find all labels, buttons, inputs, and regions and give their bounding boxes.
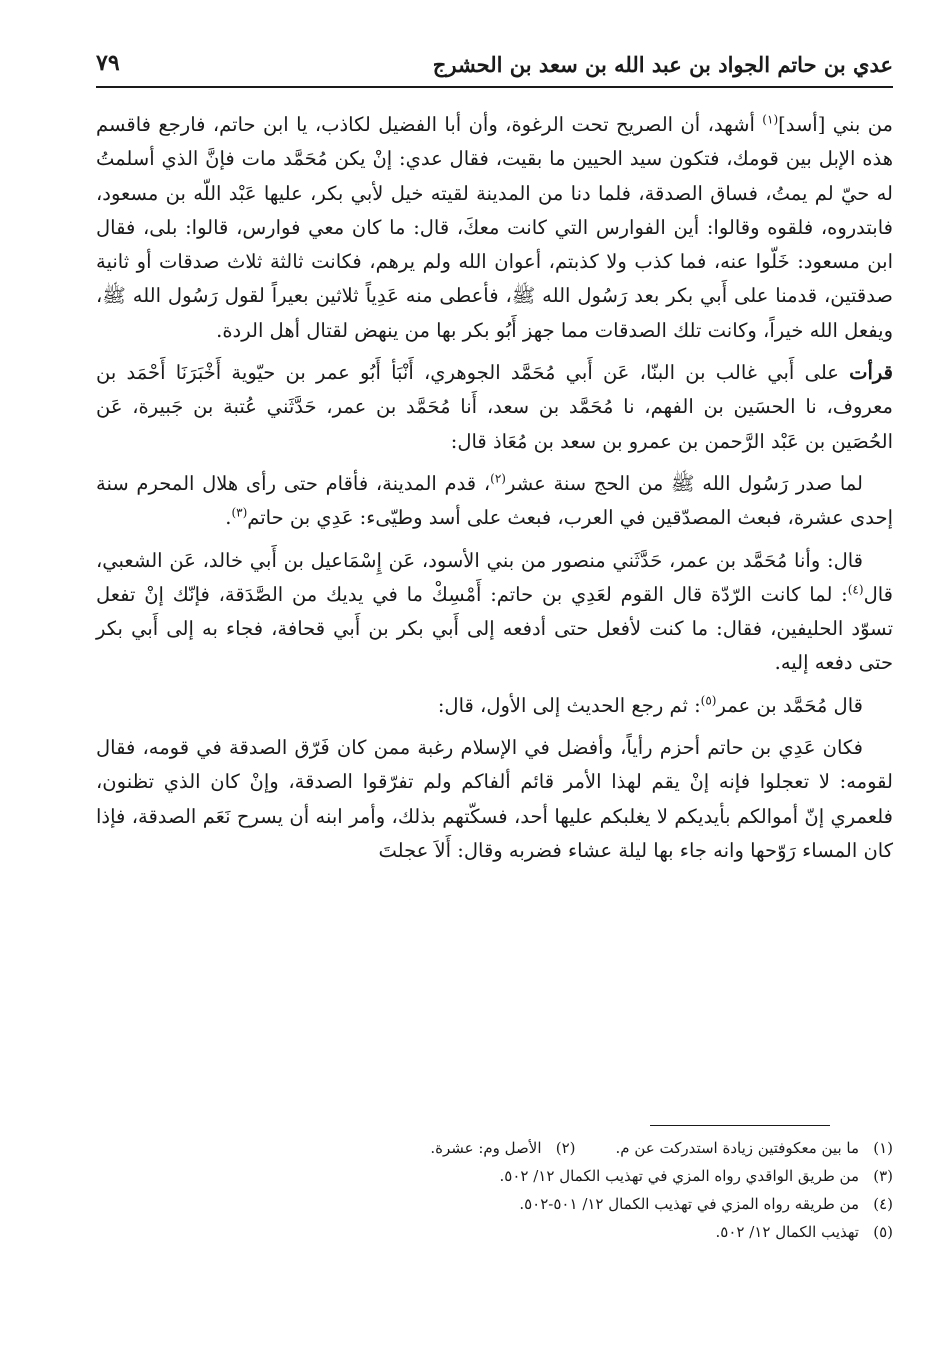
footnote-number: (٤)	[873, 1195, 893, 1213]
paragraph-6	[96, 731, 893, 868]
footnote-number: (١)	[873, 1139, 893, 1157]
footnote-ref: (١)	[762, 112, 779, 127]
paragraph-text: قال: وأنا مُحَمَّد بن عمر، حَدَّثَني منصور من بني الأسود، عَن إِسْمَاعيل بن أَبي خالد، عَن الشعبي، قال	[96, 548, 893, 606]
footnotes	[96, 1134, 893, 1246]
page-number: ٧٩	[96, 50, 120, 76]
main-text	[96, 108, 893, 876]
paragraph-text: ، قدم المدينة، فأقام حتى رأى هلال المحرم سنة إحدى عشرة، فبعث المصدّقين في العرب، فبعث على أسد وطيّىء: عَدِي بن حاتم	[96, 471, 893, 530]
running-title: عدي بن حاتم الجواد بن عبد الله بن سعد بن الحشرج	[432, 52, 893, 77]
footnote-line	[96, 1134, 893, 1162]
footnote-item	[716, 1218, 893, 1246]
footnote-text: من طريق الواقدي رواه المزي في تهذيب الكمال ١٢/ ٥٠٢.	[499, 1167, 859, 1185]
footnote-line	[96, 1190, 893, 1218]
footnote-separator	[650, 1125, 830, 1126]
paragraph-text: من بني [أسد]	[778, 113, 893, 136]
paragraph-4	[96, 544, 893, 681]
footnote-ref: (٣)	[231, 505, 248, 520]
footnote-item	[430, 1134, 575, 1162]
paragraph-text: : لما كانت الرّدّة قال القوم لعَدِي بن حاتم: أَمْسِكْ ما في يديك من الصَّدَقة، فإنّك إنْ تفعل تسوّد الحليفين، فقال: ما كنت لأفعل حتى أدفعه إلى أَبي بكر بن أَبي قحافة، فجاء به إلى أَبي بكر حتى دفعه إليه.	[96, 582, 893, 675]
paragraph-text: : ثم رجع الحديث إلى الأول، قال:	[437, 693, 701, 717]
paragraph-3	[96, 467, 893, 536]
paragraph-text: على أَبي غالب بن البنّا، عَن أَبي مُحَمَّد الجوهري، أَنْبَأ أَبُو عمر بن حيّوية أَخْبَرَنَا أَحْمَد بن معروف، نا الحسَين بن الفهم، نا مُحَمَّد بن سعد، أَنا مُحَمَّد بن عمر، حَدَّثَني عُتبة بن جَبيرة، عَن الحُصَين بن عَبْد الرَّحمن بن عمرو بن سعد بن مُعَاذ قال:	[96, 361, 893, 453]
lead-word: قرأت	[849, 361, 893, 385]
footnote-item	[500, 1162, 893, 1190]
footnote-text: تهذيب الكمال ١٢/ ٥٠٢.	[715, 1223, 859, 1241]
footnote-number: (٣)	[873, 1167, 893, 1185]
footnote-text: ما بين معكوفتين زيادة استدركت عن م.	[615, 1139, 859, 1157]
footnote-line	[96, 1218, 893, 1246]
paragraph-text: أشهد، أن الصريح تحت الرغوة، وأن أبا الفضيل لكاذب، يا ابن حاتم، فارجع فاقسم هذه الإبل بين قومك، فتكون سيد الحيين ما بقيت، فقال عدي: إنْ يكن مُحَمَّد مات فإنَّ الذي أسلمتُ له حيّ لم يمتُ، فساق الصدقة، فلما دنا من المدينة لقيته خيل لأبي بكر، عليها عَبْد اللّه بن مسعود، فابتدروه، فلقوه وقالوا: أين الفوارس التي كانت معكَ، قال: ما كان معي فوارس، قالوا: بلى، فقال ابن مسعود: خَلّوا عنه، فما كذب ولا كذبتم، أعوان الله ولم يرهم، فكانت ثالثة ثلاث صدقات أو ثانية صدقتين، قدمنا على أَبي بكر بعد رَسُول الله ﷺ، فأعطى منه عَدِياً ثلاثين بعيراً لقول رَسُول الله ﷺ، ويفعل الله خيراً، وكانت تلك الصدقات مما جهز أَبُو بكر بها من ينهض لقتال أهل الردة.	[96, 113, 893, 342]
footnote-line	[96, 1162, 893, 1190]
footnote-text: من طريقه رواه المزي في تهذيب الكمال ١٢/ ٥٠١-٥٠٢.	[519, 1195, 859, 1213]
paragraph-text: فكان عَدِي بن حاتم أحزم رأياً، وأفضل في الإسلام رغبة ممن كان فَرّق الصدقة في قومه، فقال لقومه: لا تعجلوا فإنه إنْ يقم لهذا الأمر قائم ألفاكم ولم تفرّقوا الصدقة، وإنْ كان الذي تظنون، فلعمري إنّ أموالكم بأيديكم لا يغلبكم عليها أحد، فسكّتهم بذلك، وأمر ابنه أن يسرح نَعَم الصدقة، فإذا كان المساء رَوّحها وانه جاء بها ليلة عشاء فضربه وقال: أَلاَ عجلتَ	[96, 736, 893, 862]
footnote-ref: (٢)	[490, 471, 506, 486]
paragraph-5	[96, 689, 893, 723]
footnote-item	[616, 1134, 893, 1162]
running-header	[96, 40, 893, 88]
paragraph-1	[96, 108, 893, 348]
paragraph-text: لما صدر رَسُول الله ﷺ من الحج سنة عشر	[505, 471, 863, 495]
footnote-ref: (٥)	[700, 693, 717, 708]
footnote-number: (٢)	[555, 1139, 576, 1157]
footnote-number: (٥)	[873, 1223, 893, 1241]
paragraph-2	[96, 356, 893, 459]
paragraph-text: قال مُحَمَّد بن عمر	[716, 693, 863, 717]
footnote-text: الأصل وم: عشرة.	[430, 1139, 542, 1157]
footnote-item	[519, 1190, 893, 1218]
footnote-ref: (٤)	[847, 582, 864, 597]
paragraph-text: .	[225, 506, 232, 530]
